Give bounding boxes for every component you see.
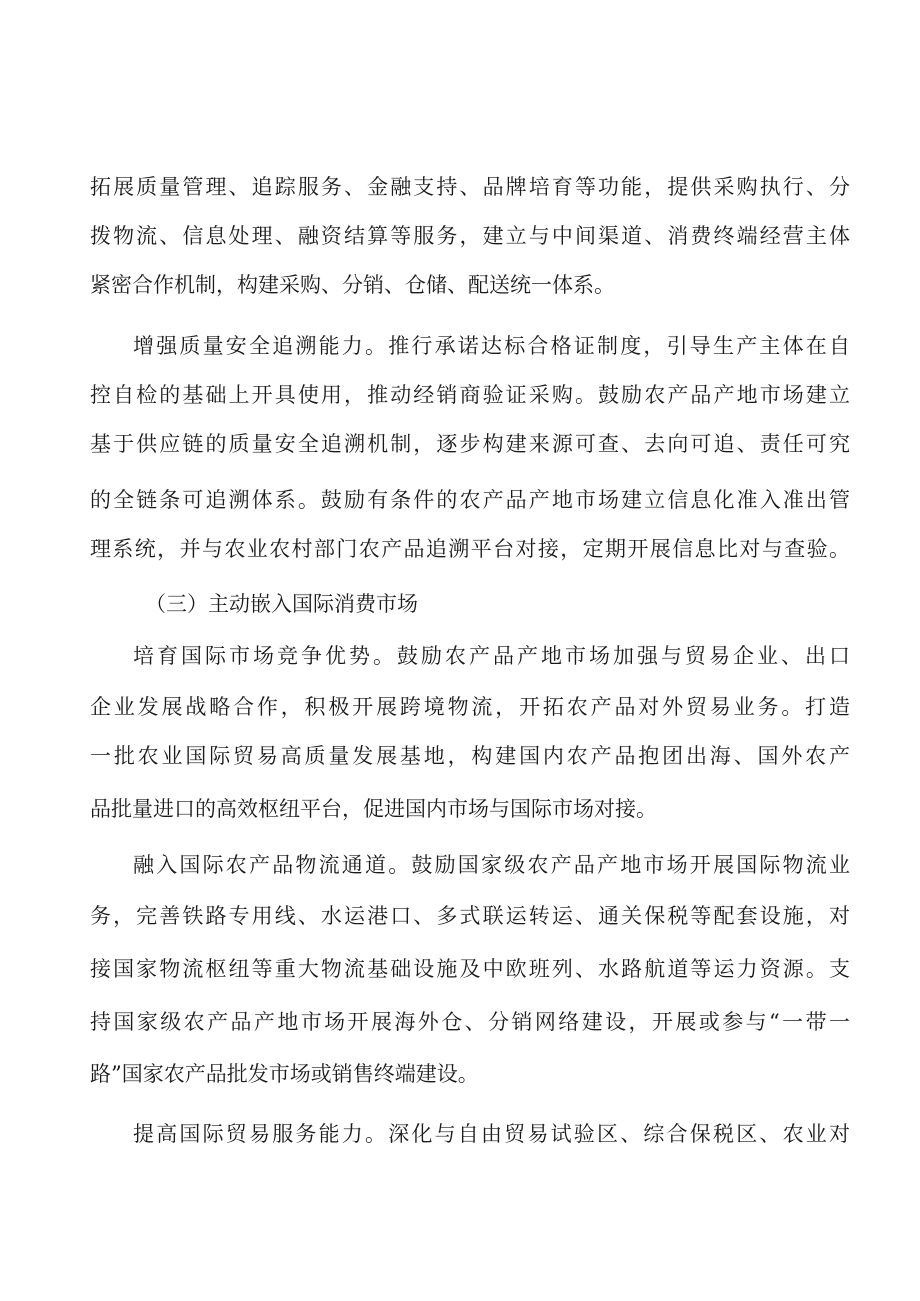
paragraph-line: 理系统，并与农业农村部门农产品追溯平台对接，定期开展信息比对与查验。 (90, 537, 850, 561)
paragraph-line: 增强质量安全追溯能力。推行承诺达标合格证制度，引导生产主体在自 (133, 334, 850, 358)
paragraph-line: 品批量进口的高效枢纽平台，促进国内市场与国际市场对接。 (90, 797, 657, 821)
paragraph-line: 基于供应链的质量安全追溯机制，逐步构建来源可查、去向可追、责任可究 (90, 432, 850, 456)
paragraph-line: 一批农业国际贸易高质量发展基地，构建国内农产品抱团出海、国外农产 (90, 744, 850, 768)
paragraph-line: 企业发展战略合作，积极开展跨境物流，开拓农产品对外贸易业务。打造 (90, 695, 850, 719)
paragraph-line: 拓展质量管理、追踪服务、金融支持、品牌培育等功能，提供采购执行、分 (90, 175, 850, 199)
paragraph-line: 控自检的基础上开具使用，推动经销商验证采购。鼓励农产品产地市场建立 (90, 383, 850, 407)
paragraph-line: 接国家物流枢纽等重大物流基础设施及中欧班列、水路航道等运力资源。支 (90, 957, 850, 981)
paragraph-line: 紧密合作机制，构建采购、分销、仓储、配送统一体系。 (90, 273, 615, 297)
paragraph-line: 务，完善铁路专用线、水运港口、多式联运转运、通关保税等配套设施，对 (90, 904, 850, 928)
paragraph-line: 融入国际农产品物流通道。鼓励国家级农产品产地市场开展国际物流业 (133, 853, 850, 877)
paragraph-line: 培育国际市场竞争优势。鼓励农产品产地市场加强与贸易企业、出口 (133, 644, 850, 668)
paragraph-line: 拨物流、信息处理、融资结算等服务，建立与中间渠道、消费终端经营主体 (90, 224, 850, 248)
section-heading: （三）主动嵌入国际消费市场 (145, 592, 418, 616)
paragraph-line: 的全链条可追溯体系。鼓励有条件的农产品产地市场建立信息化准入准出管 (90, 488, 850, 512)
paragraph-line: 提高国际贸易服务能力。深化与自由贸易试验区、综合保税区、农业对 (133, 1122, 850, 1146)
paragraph-line: 持国家级农产品产地市场开展海外仓、分销网络建设，开展或参与“一带一 (90, 1010, 850, 1034)
paragraph-line: 路”国家农产品批发市场或销售终端建设。 (90, 1062, 479, 1086)
